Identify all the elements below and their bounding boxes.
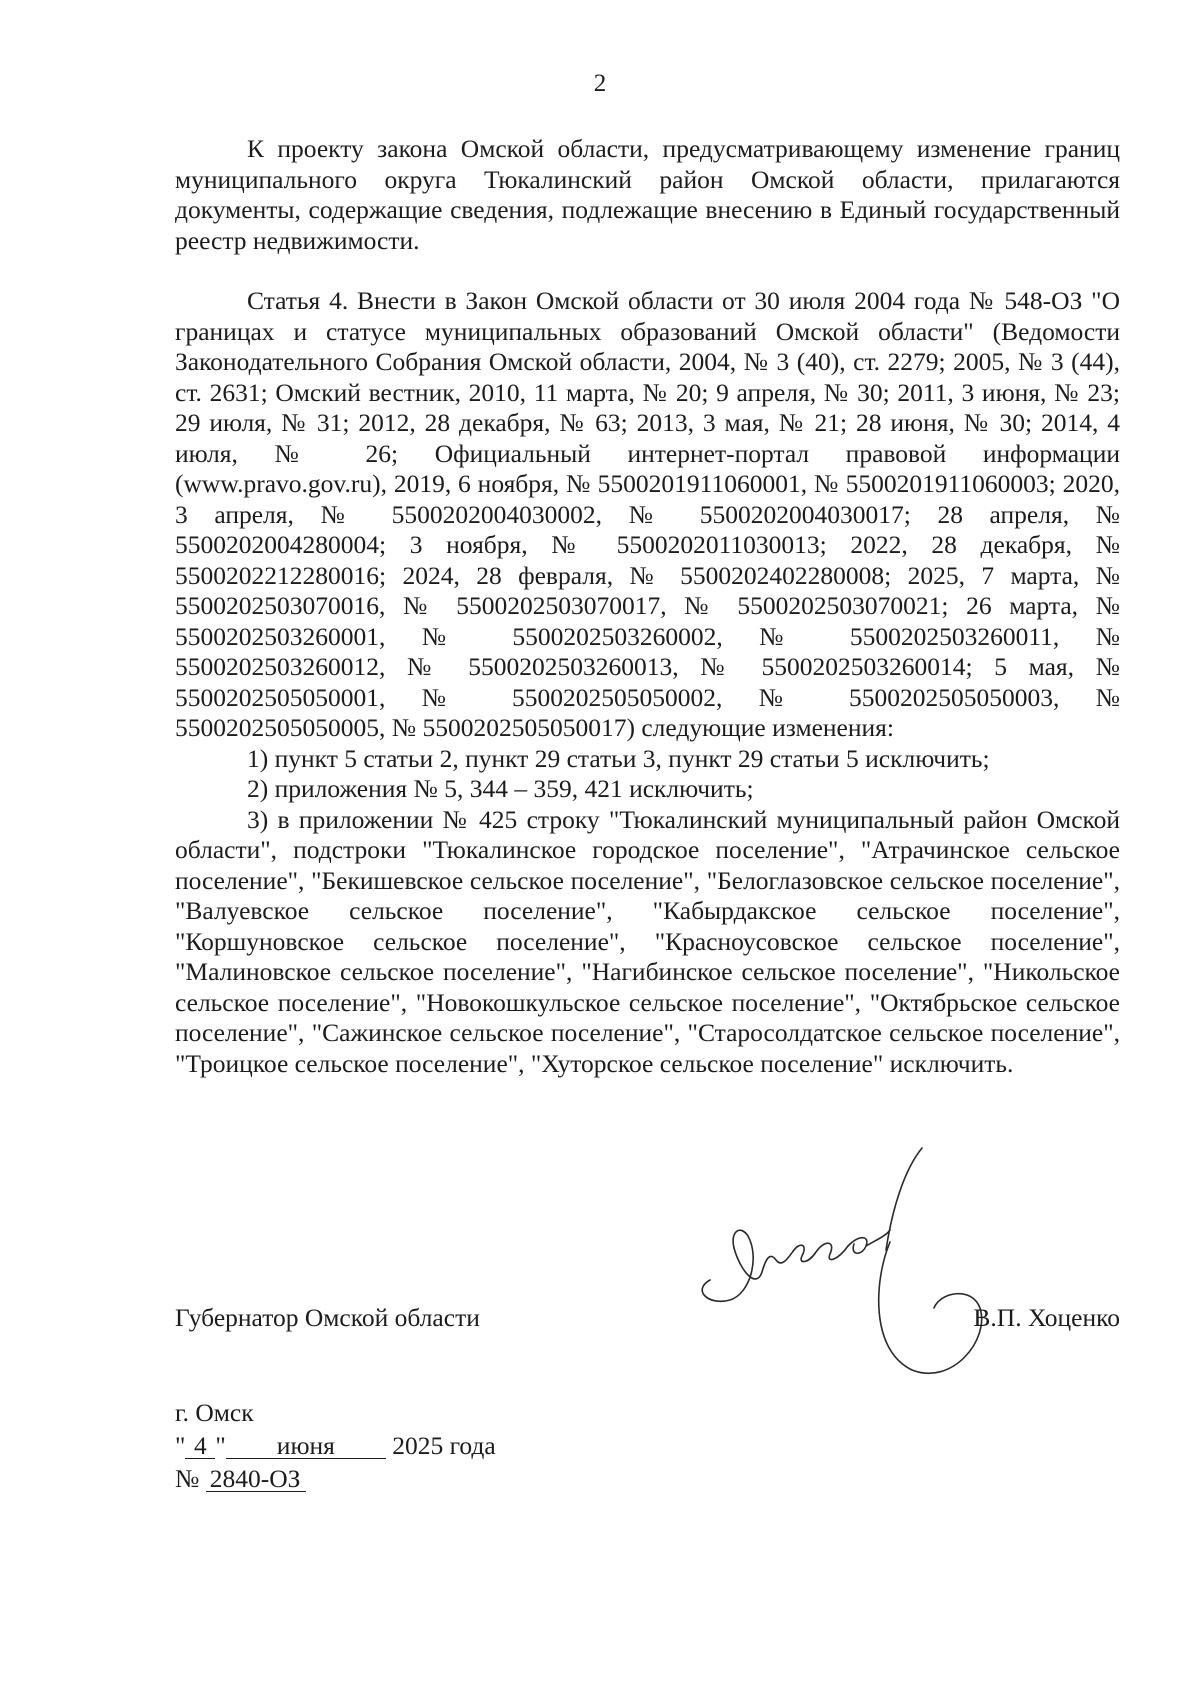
- article-4-paragraph: Статья 4. Внести в Закон Омской области от 30 июля 2004 года № 548-ОЗ "О границах и статусе муниципальных образований Омской области" (Ведомости Законодательного Собрания Омской области, 2004, № 3 (40), ст. 2279; 2005, № 3 (44), ст. 2631; Омский вестник, 2010, 11 марта, № 20; 9 апреля, № 30; 2011, 3 июня, № 23; 29 июля, № 31; 2012, 28 декабря, № 63; 2013, 3 мая, № 21; 28 июня, № 30; 2014, 4 июля, № 26; Официальный интернет-портал правовой информации (www.pravo.gov.ru), 2019, 6 ноября, № 5500201911060001, № 5500201911060003; 2020, 3 апреля, № 5500202004030002, № 5500202004030017; 28 апреля, № 5500202004280004; 3 ноября, № 5500202011030013; 2022, 28 декабря, № 5500202212280016; 2024, 28 февраля, № 5500202402280008; 2025, 7 марта, № 5500202503070016, № 5500202503070017, № 5500202503070021; 26 марта, № 5500202503260001, № 5500202503260002, № 5500202503260011, № 5500202503260012, № 5500202503260013, № 5500202503260014; 5 мая, № 5500202505050001, № 5500202505050002, № 5500202505050003, № 5500202505050005, № 5500202505050017) следующие изменения:: [175, 286, 1120, 742]
- article-4-item-2: 2) приложения № 5, 344 – 359, 421 исключить;: [247, 774, 754, 803]
- signatory-position: Губернатор Омской области: [175, 1303, 480, 1332]
- article-4-item-1: 1) пункт 5 статьи 2, пункт 29 статьи 3, пункт 29 статьи 5 исключить;: [247, 743, 990, 773]
- date-quote-open: ": [175, 1431, 186, 1460]
- document-body: [175, 134, 1120, 1079]
- date-day: 4: [185, 1434, 215, 1459]
- place-date-number-block: [175, 1396, 496, 1495]
- number-sign: №: [175, 1464, 200, 1493]
- date-quote-close: ": [215, 1431, 226, 1460]
- law-number: 2840-ОЗ: [206, 1467, 307, 1492]
- date-line: [175, 1429, 496, 1462]
- date-year: 2025 года: [392, 1431, 496, 1460]
- signatory-name: В.П. Хоценко: [973, 1303, 1120, 1332]
- handwritten-signature: [690, 1140, 1010, 1390]
- date-month: июня: [226, 1434, 386, 1459]
- page-number: 2: [593, 70, 607, 97]
- city-line: г. Омск: [175, 1398, 254, 1427]
- article-4-item-3: 3) в приложении № 425 строку "Тюкалинский муниципальный район Омской области", подстроки "Тюкалинское городское поселение", "Атрачинское сельское поселение", "Бекишевское сельское поселение", "Белоглазовское сельское поселение", "Валуевское сельское поселение", "Кабырдакское сельское поселение", "Коршуновское сельское поселение", "Красноусовское сельское поселение", "Малиновское сельское поселение", "Нагибинское сельское поселение", "Никольское сельское поселение", "Новокошкульское сельское поселение", "Октябрьское сельское поселение", "Сажинское сельское поселение", "Старосолдатское сельское поселение", "Троицкое сельское поселение", "Хуторское сельское поселение" исключить.: [175, 804, 1120, 1078]
- law-number-line: [175, 1462, 496, 1495]
- intro-paragraph: К проекту закона Омской области, предусматривающему изменение границ муниципального округа Тюкалинский район Омской области, прилагаются документы, содержащие сведения, подлежащие внесению в Единый государственный реестр недвижимости.: [175, 134, 1120, 255]
